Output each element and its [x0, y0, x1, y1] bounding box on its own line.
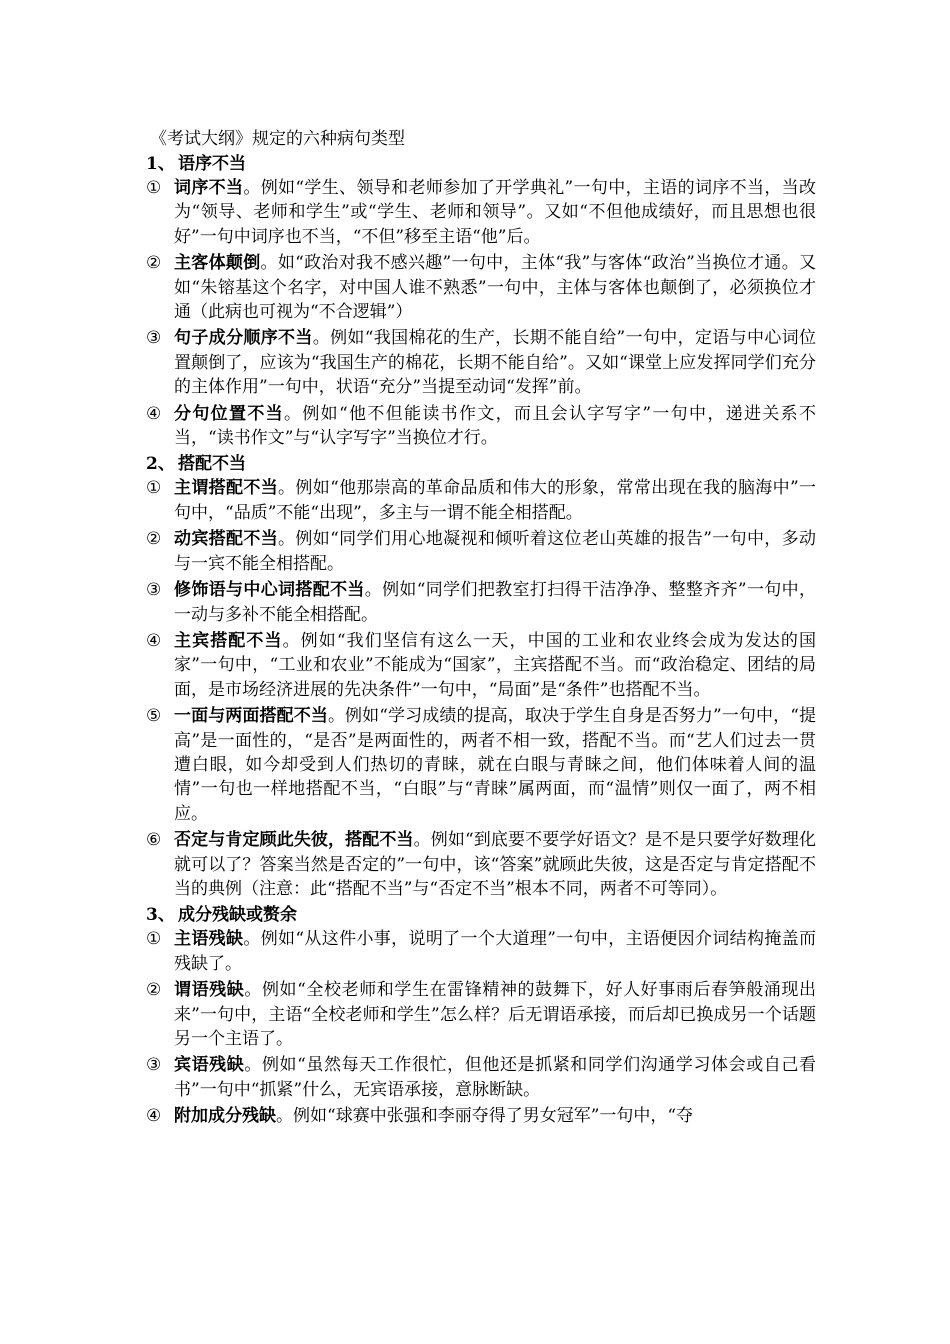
- item-marker: ⑥: [146, 830, 162, 851]
- item-term: 附加成分残缺: [174, 1106, 276, 1127]
- list-item: [146, 927, 816, 976]
- section-heading: [146, 452, 816, 476]
- item-marker: ②: [146, 253, 162, 274]
- item-text: 。例如“我国棉花的生产，长期不能自给”一句中，定语与中心词位置颠倒了，应该为“我国生产的棉花，长期不能自给”。又如“课堂上应发挥同学们充分的主体作用”一句中，状语“充分”当提至动词“发挥”前。: [174, 328, 816, 398]
- item-text: 。例如“我们坚信有这么一天，中国的工业和农业终会成为发达的国家”一句中，“工业和农业”不能成为“国家”，主宾搭配不当。而“政治稳定、团结的局面，是市场经济进展的先决条件”一句中，“局面”是“条件”也搭配不当。: [174, 630, 816, 700]
- item-term: 一面与两面搭配不当: [174, 706, 328, 727]
- item-text: 。如“政治对我不感兴趣”一句中，主体“我”与客体“政治”当换位才通。又如“朱镕基这个名字，对中国人谁不熟悉”一句中，主体与客体也颠倒了，必须换位才通（此病也可视为“不合逻辑”）: [174, 253, 817, 323]
- item-term: 谓语残缺: [174, 980, 245, 1001]
- item-term: 修饰语与中心词搭配不当: [174, 580, 365, 601]
- section-number: 2、: [146, 454, 175, 475]
- item-text: 。例如“同学们用心地凝视和倾听着这位老山英雄的报告”一句中，多动与一宾不能全相搭配。: [174, 529, 816, 574]
- item-term: 词序不当: [174, 178, 244, 198]
- list-item: [146, 176, 816, 249]
- item-marker: ②: [146, 980, 162, 1001]
- item-text: 。例如“全校老师和学生在雷锋精神的鼓舞下，好人好事雨后春笋般涌现出来”一句中，主语“全校老师和学生”怎么样？后无谓语承接，而后却已换成另一个话题另一个主语了。: [174, 980, 816, 1049]
- item-text: 。例如“虽然每天工作很忙，但他还是抓紧和同学们沟通学习体会或自己看书”一句中“抓紧”什么，无宾语承接，意脉断缺。: [174, 1055, 816, 1100]
- document-title: 《考试大纲》规定的六种病句类型: [150, 129, 405, 149]
- item-term: 主谓搭配不当: [174, 478, 279, 499]
- section-number: 3、: [146, 905, 175, 926]
- item-marker: ①: [146, 929, 162, 950]
- item-text: 。例如“同学们把教室打扫得干洁净净、整整齐齐”一句中，一动与多补不能全相搭配。: [174, 580, 816, 625]
- list-item: [146, 828, 816, 901]
- item-text: 。例如“从这件小事，说明了一个大道理”一句中，主语便因介词结构掩盖而残缺了。: [174, 929, 817, 974]
- item-term: 分句位置不当: [174, 403, 284, 424]
- section-heading: [146, 152, 816, 176]
- item-marker: ④: [146, 403, 162, 424]
- item-term: 主客体颠倒: [174, 253, 261, 274]
- section-number: 1、: [146, 154, 175, 174]
- list-item: [146, 476, 816, 525]
- list-item: [146, 326, 816, 399]
- list-item: [146, 978, 816, 1051]
- item-term: 动宾搭配不当: [174, 529, 279, 550]
- item-marker: ①: [146, 478, 162, 499]
- sections-container: [146, 152, 816, 1129]
- item-marker: ③: [146, 328, 162, 349]
- item-text: 。例如“他不但能读书作文，而且会认字写字”一句中，递进关系不当，“读书作文”与“认字写字”当换位才行。: [174, 403, 816, 449]
- item-term: 主宾搭配不当: [174, 630, 283, 651]
- list-item: [146, 578, 816, 627]
- item-text: 。例如“他那崇高的革命品质和伟大的形象，常常出现在我的脑海中”一句中，“品质”不能“出现”，多主与一谓不能全相搭配。: [174, 478, 816, 523]
- section-title: 搭配不当: [178, 454, 246, 475]
- item-term: 句子成分顺序不当: [174, 328, 313, 349]
- list-item: [146, 402, 816, 451]
- item-term: 宾语残缺: [174, 1055, 245, 1076]
- item-marker: ②: [146, 529, 162, 550]
- section-heading: [146, 903, 816, 927]
- item-marker: ⑤: [146, 706, 162, 727]
- item-marker: ③: [146, 1055, 162, 1076]
- section-title: 语序不当: [178, 154, 246, 174]
- list-item: [146, 629, 816, 702]
- item-marker: ④: [146, 1106, 162, 1127]
- list-item: [146, 527, 816, 576]
- item-marker: ③: [146, 580, 162, 601]
- item-text: 。例如“学习成绩的提高，取决于学生自身是否努力”一句中，“提高”是一面性的，“是否”是两面性的，两者不相一致，搭配不当。而“艺人们过去一贯遭白眼，如今却受到人们热切的青睐，就在白眼与青睐之间，他们体味着人间的温情”一句也一样地搭配不当，“白眼”与“青睐”属两面，而“温情”则仅一面了，两不相应。: [174, 706, 817, 824]
- item-text: 。例如“球赛中张强和李丽夺得了男女冠军”一句中，“夺: [276, 1106, 694, 1127]
- item-term: 否定与肯定顾此失彼，搭配不当: [174, 830, 414, 851]
- list-item: [146, 1053, 816, 1102]
- item-text: 。例如“到底要不要学好语文？是不是只要学好数理化就可以了？答案当然是否定的”一句中，该“答案”就顾此失彼，这是否定与肯定搭配不当的典例（注意：此“搭配不当”与“否定不当”根本不同，两者不可等同）。: [174, 830, 817, 899]
- item-marker: ④: [146, 630, 162, 651]
- item-marker: ①: [146, 178, 162, 198]
- list-item: [146, 704, 816, 826]
- item-term: 主语残缺: [174, 929, 244, 950]
- list-item: [146, 251, 816, 324]
- list-item: [146, 1104, 816, 1128]
- item-text: 。例如“学生、领导和老师参加了开学典礼”一句中，主语的词序不当，当改为“领导、老师和学生”或“学生、老师和领导”。又如“不但他成绩好，而且思想也很好”一句中词序也不当，“不但”移至主语“他”后。: [174, 178, 817, 247]
- document-page: [146, 126, 816, 1131]
- section-title: 成分残缺或赘余: [178, 905, 297, 926]
